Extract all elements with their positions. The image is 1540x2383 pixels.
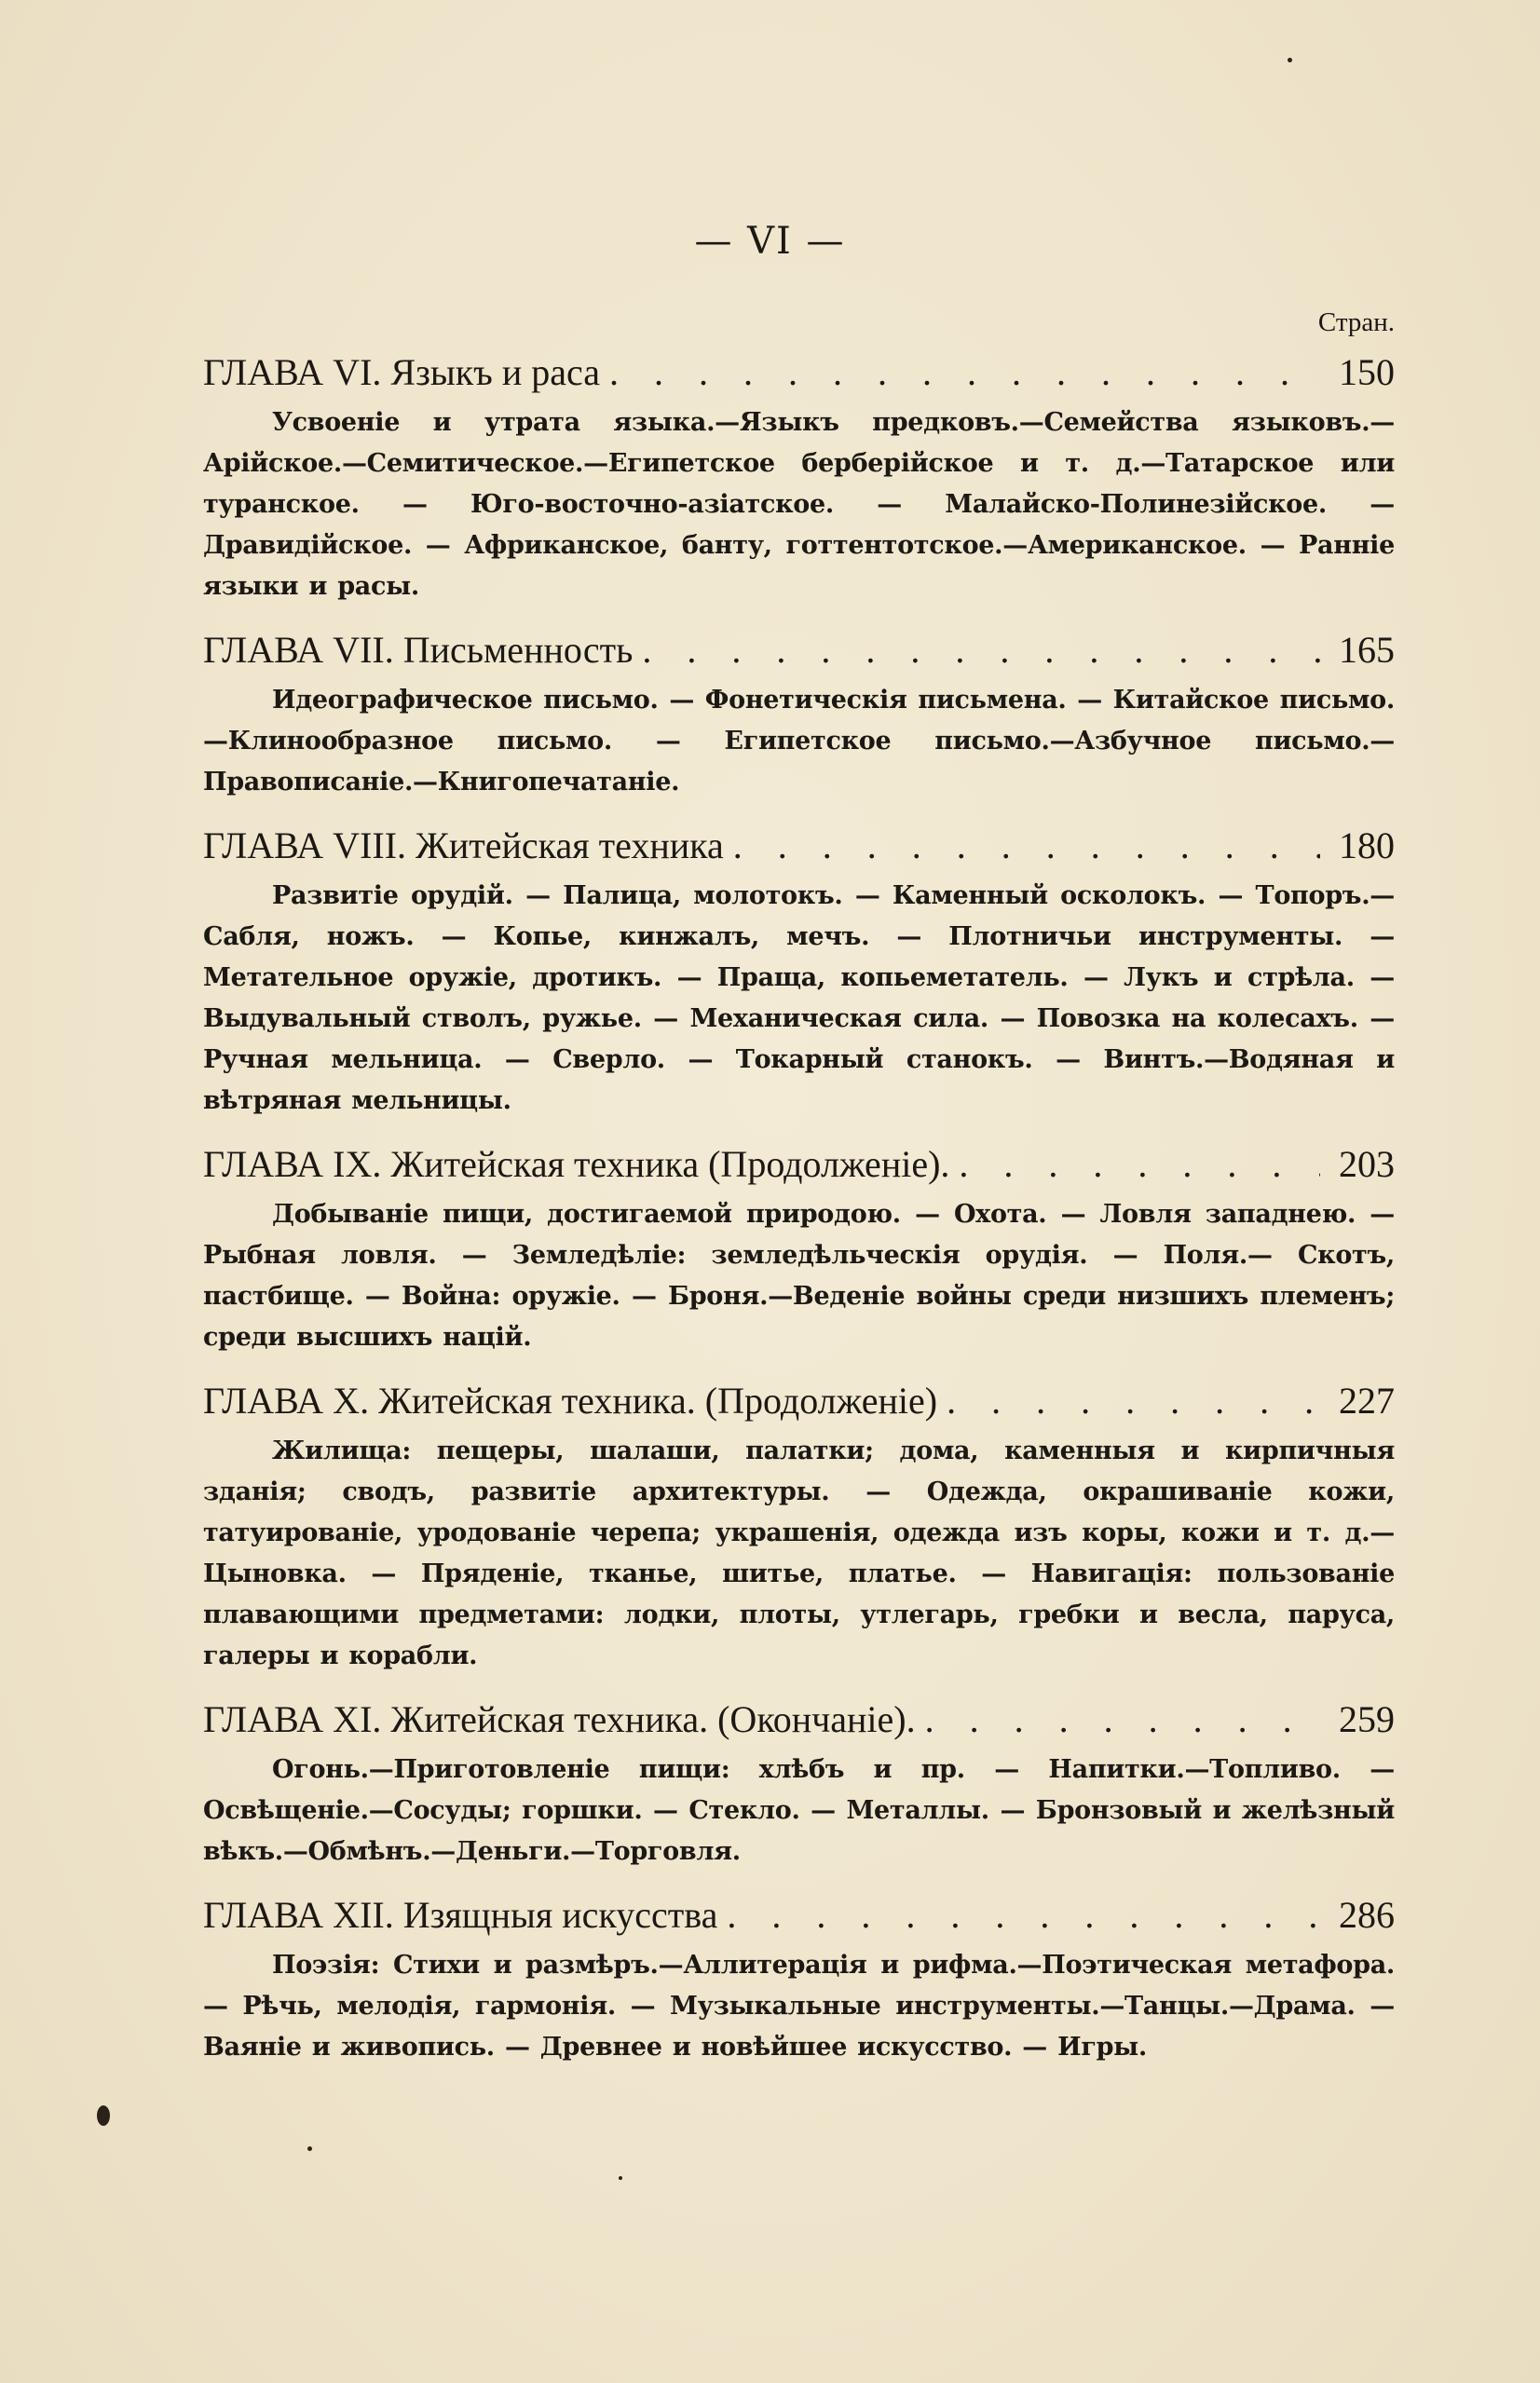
chapter-page-number: 286	[1339, 1894, 1395, 1936]
chapter-heading	[203, 1889, 1395, 1943]
chapter-page-number: 227	[1339, 1380, 1395, 1422]
ink-speck	[1288, 58, 1292, 62]
toc-entry-chapter-6	[203, 347, 1395, 607]
ink-speck	[307, 2146, 312, 2151]
chapter-title: ГЛАВА XII. Изящныя искусства	[203, 1894, 718, 1936]
dot-leader	[600, 347, 1320, 399]
page-number: — VI —	[694, 220, 846, 263]
chapter-page-number: 150	[1339, 351, 1395, 393]
toc-entry-chapter-10	[203, 1375, 1395, 1677]
chapter-page-number: 165	[1339, 629, 1395, 671]
table-of-contents	[203, 347, 1395, 2085]
chapter-page-number: 203	[1339, 1143, 1395, 1185]
chapter-heading	[203, 624, 1395, 678]
chapter-summary: Огонь.—Приготовленіе пищи: хлѣбъ и пр. — Напитки.—Топливо. — Освѣщеніе.—Сосуды; горшки. — Стекло. — Металлы. — Бронзовый и желѣзный вѣкъ.—Обмѣнъ.—Деньги.—Торговля.	[203, 1755, 1395, 1866]
dot-leader	[937, 1375, 1320, 1427]
chapter-page-number: 180	[1339, 824, 1395, 866]
chapter-summary: Добываніе пищи, достигаемой природою. — Охота. — Ловля западнею. — Рыбная ловля. — Земледѣліе: земледѣльческія орудія. — Поля.— Скотъ, пастбище. — Война: оружіе. — Броня.—Веденіе войны среди низшихъ племенъ; среди высшихъ націй.	[203, 1200, 1395, 1352]
chapter-heading	[203, 1694, 1395, 1748]
chapter-title: ГЛАВА VI. Языкъ и раса	[203, 351, 601, 393]
chapter-title: ГЛАВА VII. Письменность	[203, 629, 634, 671]
dot-leader	[949, 1138, 1320, 1191]
chapter-heading	[203, 347, 1395, 401]
chapter-summary: Жилища: пещеры, шалаши, палатки; дома, каменныя и кирпичныя зданія; сводъ, развитіе архитектуры. — Одежда, окрашиваніе кожи, татуированіе, уродованіе черепа; украшенія, одежда изъ коры, кожи и т. д.—Цыновка. — Пряденіе, тканье, шитье, платье. — Навигація: пользованіе плавающими предметами: лодки, плоты, утлегарь, гребки и весла, паруса, галеры и корабли.	[203, 1437, 1395, 1670]
dot-leader	[916, 1694, 1320, 1746]
chapter-summary: Поэзія: Стихи и размѣръ.—Аллитерація и рифма.—Поэтическая метафора. — Рѣчь, мелодія, гармонія. — Музыкальные инструменты.—Танцы.—Драма. — Ваяніе и живопись. — Древнее и новѣйшее искусство. — Игры.	[203, 1951, 1395, 2062]
dot-leader	[717, 1889, 1320, 1941]
page-column-header: Стран.	[1317, 307, 1395, 337]
chapter-title: ГЛАВА XI. Житейская техника. (Окончаніе).	[203, 1698, 916, 1740]
toc-entry-chapter-9	[203, 1138, 1395, 1358]
toc-entry-chapter-8	[203, 820, 1395, 1122]
chapter-heading	[203, 1375, 1395, 1429]
chapter-page-number: 259	[1339, 1698, 1395, 1740]
ink-spot	[97, 2105, 110, 2126]
chapter-heading	[203, 820, 1395, 874]
chapter-heading	[203, 1138, 1395, 1192]
chapter-title: ГЛАВА VIII. Житейская техника	[203, 824, 724, 866]
chapter-summary: Развитіе орудій. — Палица, молотокъ. — Каменный осколокъ. — Топоръ.—Сабля, ножъ. — Копье, кинжалъ, мечъ. — Плотничьи инструменты. — Метательное оружіе, дротикъ. — Праща, копьеметатель. — Лукъ и стрѣла. — Выдувальный стволъ, ружье. — Механическая сила. — Повозка на колесахъ. — Ручная мельница. — Сверло. — Токарный станокъ. — Винтъ.—Водяная и вѣтряная мельницы.	[203, 881, 1395, 1115]
toc-entry-chapter-11	[203, 1694, 1395, 1872]
dot-leader	[724, 820, 1320, 872]
chapter-summary: Идеографическое письмо. — Фонетическія письмена. — Китайское письмо.—Клинообразное письмо. — Египетское письмо.—Азбучное письмо.—Правописаніе.—Книгопечатаніе.	[203, 686, 1395, 797]
chapter-title: ГЛАВА X. Житейская техника. (Продолженіе)	[203, 1380, 938, 1422]
chapter-title: ГЛАВА IX. Житейская техника (Продолженіе).	[203, 1143, 950, 1185]
toc-entry-chapter-12	[203, 1889, 1395, 2068]
chapter-summary: Усвоеніе и утрата языка.—Языкъ предковъ.—Семейства языковъ.—Арійское.—Семитическое.—Египетское берберійское и т. д.—Татарское или туранское. — Юго-восточно-азіатское. — Малайско-Полинезійское. — Дравидійское. — Африканское, банту, готтентотское.—Американское. — Ранніе языки и расы.	[203, 408, 1395, 601]
toc-entry-chapter-7	[203, 624, 1395, 803]
ink-speck	[619, 2176, 622, 2180]
dot-leader	[633, 624, 1320, 676]
